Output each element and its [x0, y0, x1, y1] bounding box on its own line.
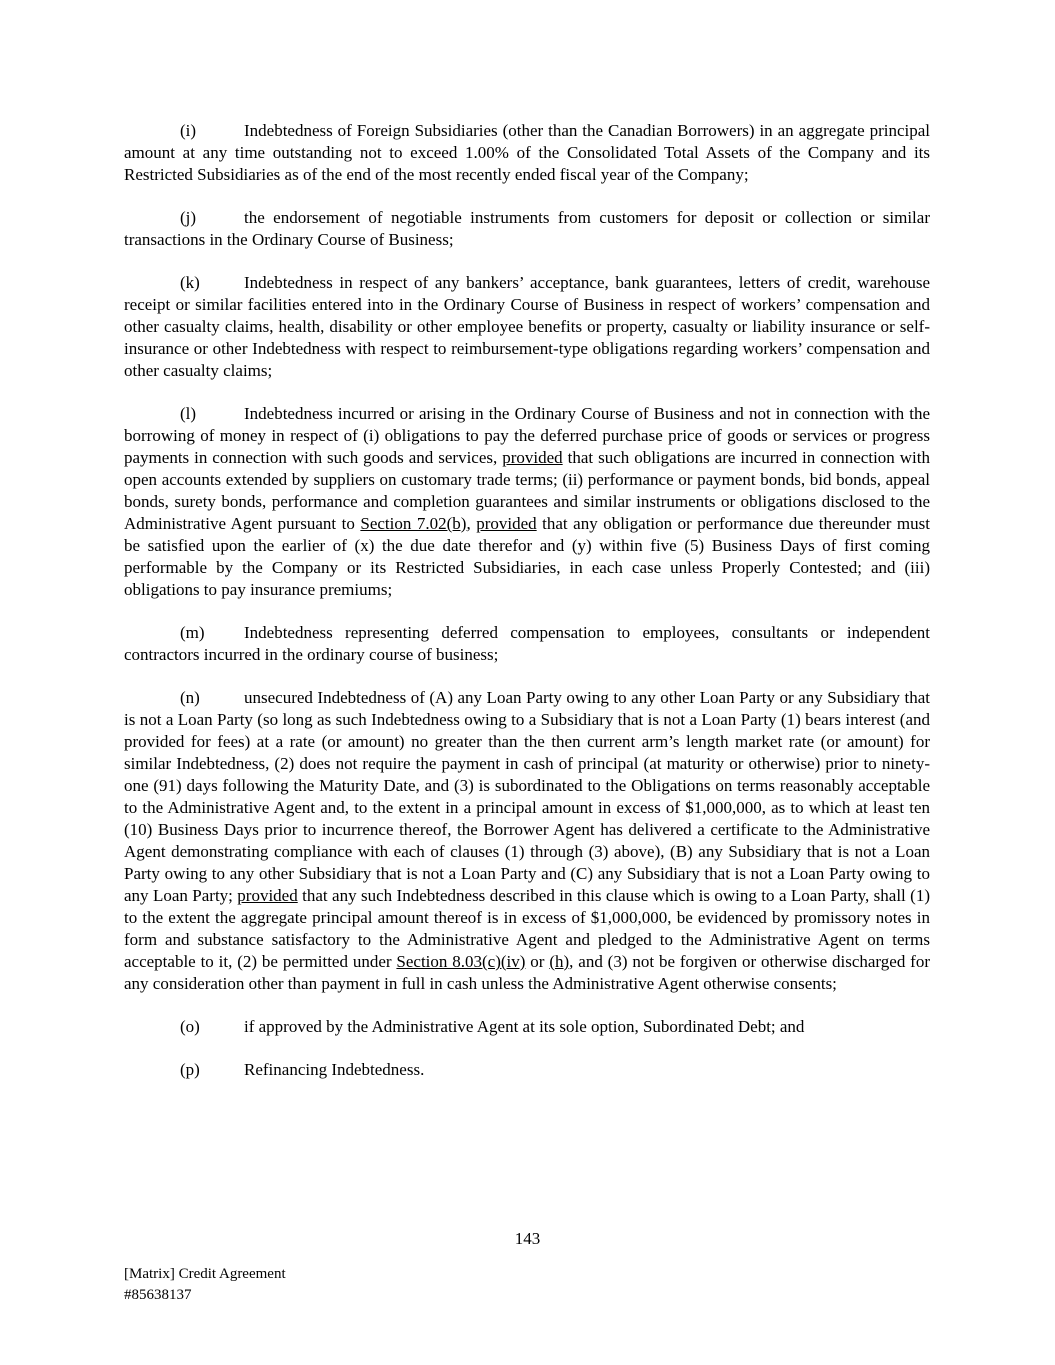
paragraph-label: (i) [180, 121, 197, 140]
underlined-text: provided [237, 886, 298, 905]
body-text: that any obligation or performance due thereunder must be satisfied upon the earlier of (x) the due date therefor and (y) within five (5) Business Days of first coming performable by the Company or its Restricted Subsidiaries, in each case unless Properly Contested; and (iii) obligations to pay insurance premiums; [124, 514, 930, 599]
paragraph-label: (m) [180, 623, 205, 642]
body-text: Indebtedness representing deferred compensation to employees, consultants or independent contractors incurred in the ordinary course of business; [124, 623, 930, 664]
paragraph-p [124, 1059, 930, 1081]
underlined-text: provided [502, 448, 563, 467]
body-text: the endorsement of negotiable instruments from customers for deposit or collection or similar transactions in the Ordinary Course of Business; [124, 208, 930, 249]
body-text: , and (3) not be forgiven or otherwise discharged for any consideration other than payment in full in cash unless the Administrative Agent otherwise consents; [124, 952, 931, 993]
paragraph-label: (j) [180, 208, 197, 227]
paragraph-j [124, 207, 930, 251]
paragraph-i [124, 120, 930, 186]
paragraph-o [124, 1016, 930, 1038]
underlined-text: provided [476, 514, 537, 533]
paragraph-label: (o) [180, 1017, 200, 1036]
body-text: if approved by the Administrative Agent at its sole option, Subordinated Debt; and [244, 1017, 805, 1036]
body-text: , [466, 514, 477, 533]
body-text: Indebtedness incurred or arising in the Ordinary Course of Business and not in connection with the borrowing of money in respect of (i) obligations to pay the deferred purchase price of goods or services or progress payments in connection with such goods and services, [124, 404, 930, 467]
footer-doc-title: [Matrix] Credit Agreement [124, 1266, 286, 1282]
body-text: Indebtedness of Foreign Subsidiaries (other than the Canadian Borrowers) in an aggregate principal amount at any time outstanding not to exceed 1.00% of the Consolidated Total Assets of the Company and its Restricted Subsidiaries as of the end of the most recently ended fiscal year of the Company; [124, 121, 930, 184]
body-text: Indebtedness in respect of any bankers’ acceptance, bank guarantees, letters of credit, warehouse receipt or similar facilities entered into in the Ordinary Course of Business in respect of workers’ compensation and other casualty claims, health, disability or other employee benefits or property, casualty or liability insurance or self-insurance or other Indebtedness with respect to reimbursement-type obligations regarding workers’ compensation and other casualty claims; [124, 273, 930, 380]
paragraph-label: (p) [180, 1060, 200, 1079]
page-number: 143 [514, 1229, 541, 1248]
document-body [124, 120, 930, 1102]
body-text: that such obligations are incurred in connection with open accounts extended by suppliers on customary trade terms; (ii) performance or payment bonds, bid bonds, appeal bonds, surety bonds, performance and completion guarantees and similar instruments or obligations disclosed to the Administrative Agent pursuant to [124, 448, 930, 533]
paragraph-label: (l) [180, 404, 197, 423]
body-text: or [525, 952, 550, 971]
paragraph-l [124, 403, 930, 601]
paragraph-n [124, 687, 930, 995]
document-footer [124, 1264, 286, 1306]
underlined-text: Section 8.03(c)(iv) [396, 952, 526, 971]
paragraph-m [124, 622, 930, 666]
body-text: Refinancing Indebtedness. [244, 1060, 425, 1079]
underlined-text: Section 7.02(b) [360, 514, 467, 533]
paragraph-label: (k) [180, 273, 200, 292]
underlined-text: (h) [549, 952, 570, 971]
body-text: unsecured Indebtedness of (A) any Loan Party owing to any other Loan Party or any Subsidiary that is not a Loan Party (so long as such Indebtedness owing to a Subsidiary that is not a Loan Party (1) bears interest (and provided for fees) at a rate (or amount) no greater than the then current arm’s length market rate (or amount) for similar Indebtedness, (2) does not require the payment in cash of principal (at maturity or otherwise) prior to ninety-one (91) days following the Maturity Date, and (3) is subordinated to the Obligations on terms reasonably acceptable to the Administrative Agent and, to the extent in a principal amount in excess of $1,000,000, as to which at least ten (10) Business Days prior to incurrence thereof, the Borrower Agent has delivered a certificate to the Administrative Agent demonstrating compliance with each of clauses (1) through (3) above), (B) any Subsidiary that is not a Loan Party owing to any other Subsidiary that is not a Loan Party and (C) any Subsidiary that is not a Loan Party owing to any Loan Party; [124, 688, 930, 905]
paragraph-k [124, 272, 930, 382]
paragraph-label: (n) [180, 688, 200, 707]
body-text: that any such Indebtedness described in this clause which is owing to a Loan Party, shall (1) to the extent the aggregate principal amount thereof is in excess of $1,000,000, be evidenced by promissory notes in form and substance satisfactory to the Administrative Agent and pledged to the Administrative Agent on terms acceptable to it, (2) be permitted under [124, 886, 930, 971]
footer-doc-number: #85638137 [124, 1287, 192, 1303]
